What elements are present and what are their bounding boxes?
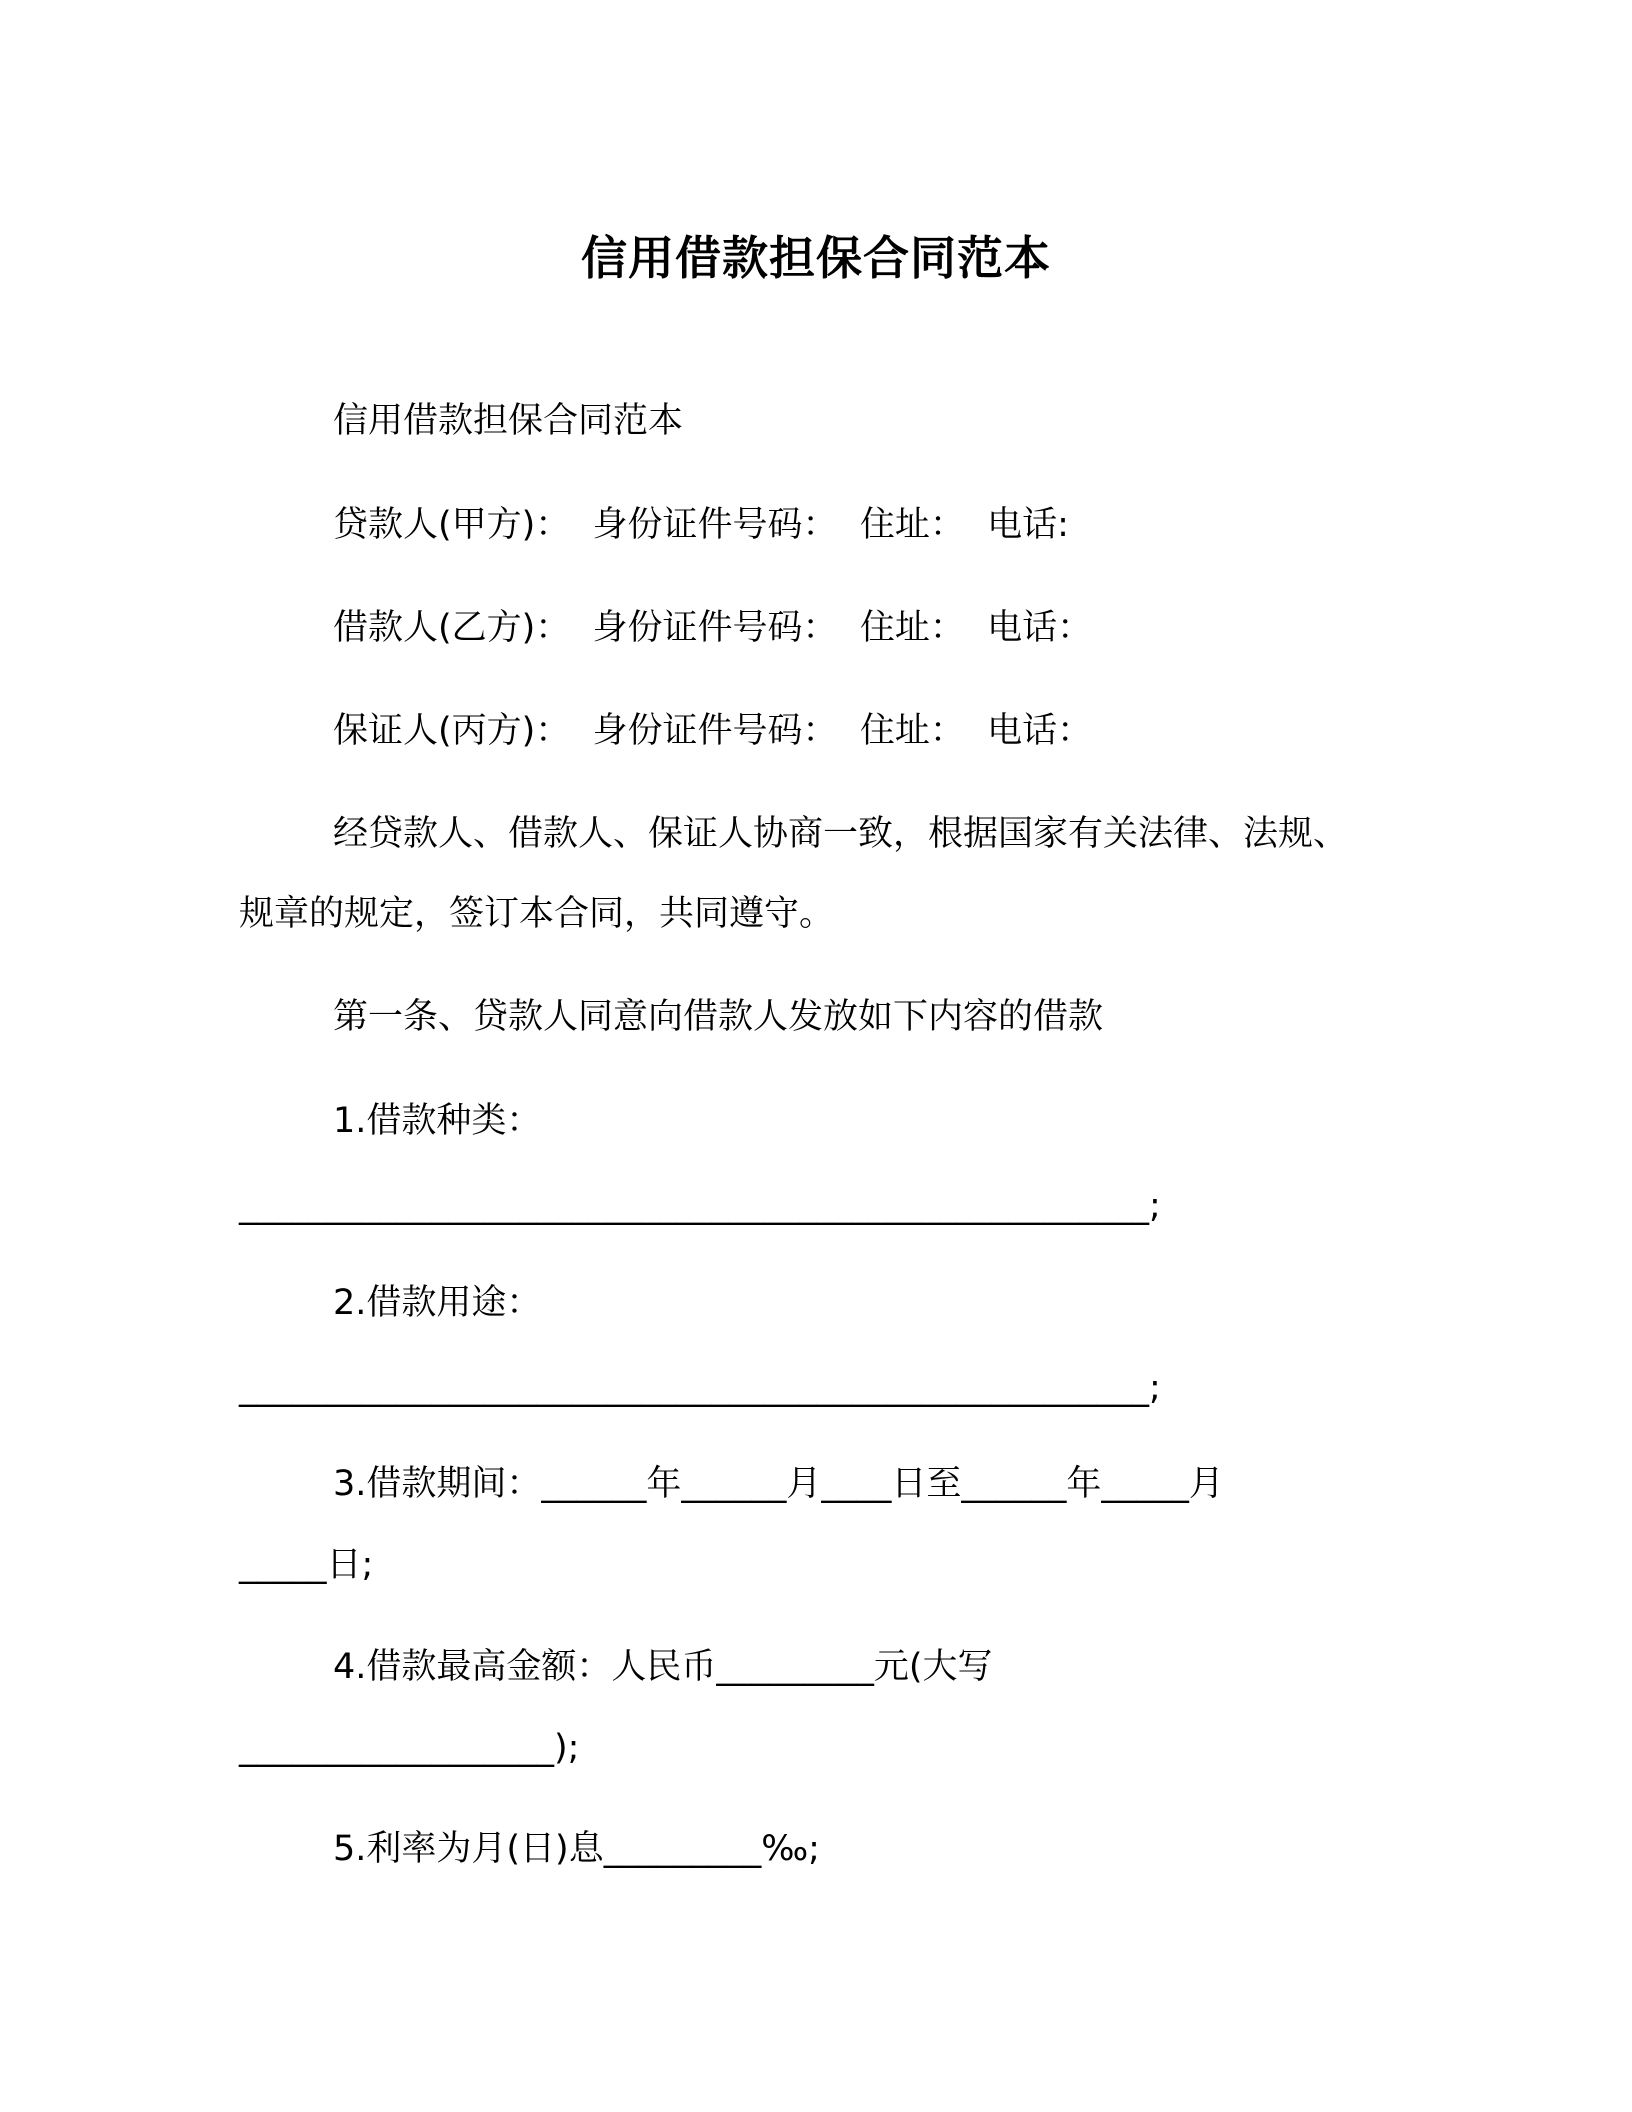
item4-line-1: 4.借款最高金额：人民币_________元(大写 [333, 1647, 993, 1687]
preamble-line-1: 经贷款人、借款人、保证人协商一致，根据国家有关法律、法规、 [333, 814, 1349, 854]
lender-info-line: 贷款人(甲方)： 身份证件号码： 住址： 电话: [333, 505, 1069, 545]
item1-label: 1.借款种类： [333, 1101, 542, 1141]
item3-line-2: _____日; [239, 1545, 374, 1585]
item3-line-1: 3.借款期间：______年______月____日至______年_____月 [333, 1464, 1224, 1504]
item5-line: 5.利率为月(日)息_________‰; [333, 1829, 820, 1869]
guarantor-info-line: 保证人(丙方)： 身份证件号码： 住址： 电话： [333, 711, 1093, 751]
item2-label: 2.借款用途： [333, 1283, 542, 1323]
item4-line-2: __________________); [239, 1728, 580, 1768]
borrower-info-line: 借款人(乙方)： 身份证件号码： 住址： 电话： [333, 608, 1093, 648]
preamble-line-2: 规章的规定，签订本合同，共同遵守。 [239, 894, 835, 934]
document-title: 信用借款担保合同范本 [581, 231, 1051, 285]
document-subtitle: 信用借款担保合同范本 [333, 401, 684, 441]
item2-blank: ____________________________________________________; [239, 1368, 1161, 1408]
item1-blank: ____________________________________________________; [239, 1186, 1161, 1226]
article1-heading: 第一条、贷款人同意向借款人发放如下内容的借款 [333, 997, 1104, 1037]
